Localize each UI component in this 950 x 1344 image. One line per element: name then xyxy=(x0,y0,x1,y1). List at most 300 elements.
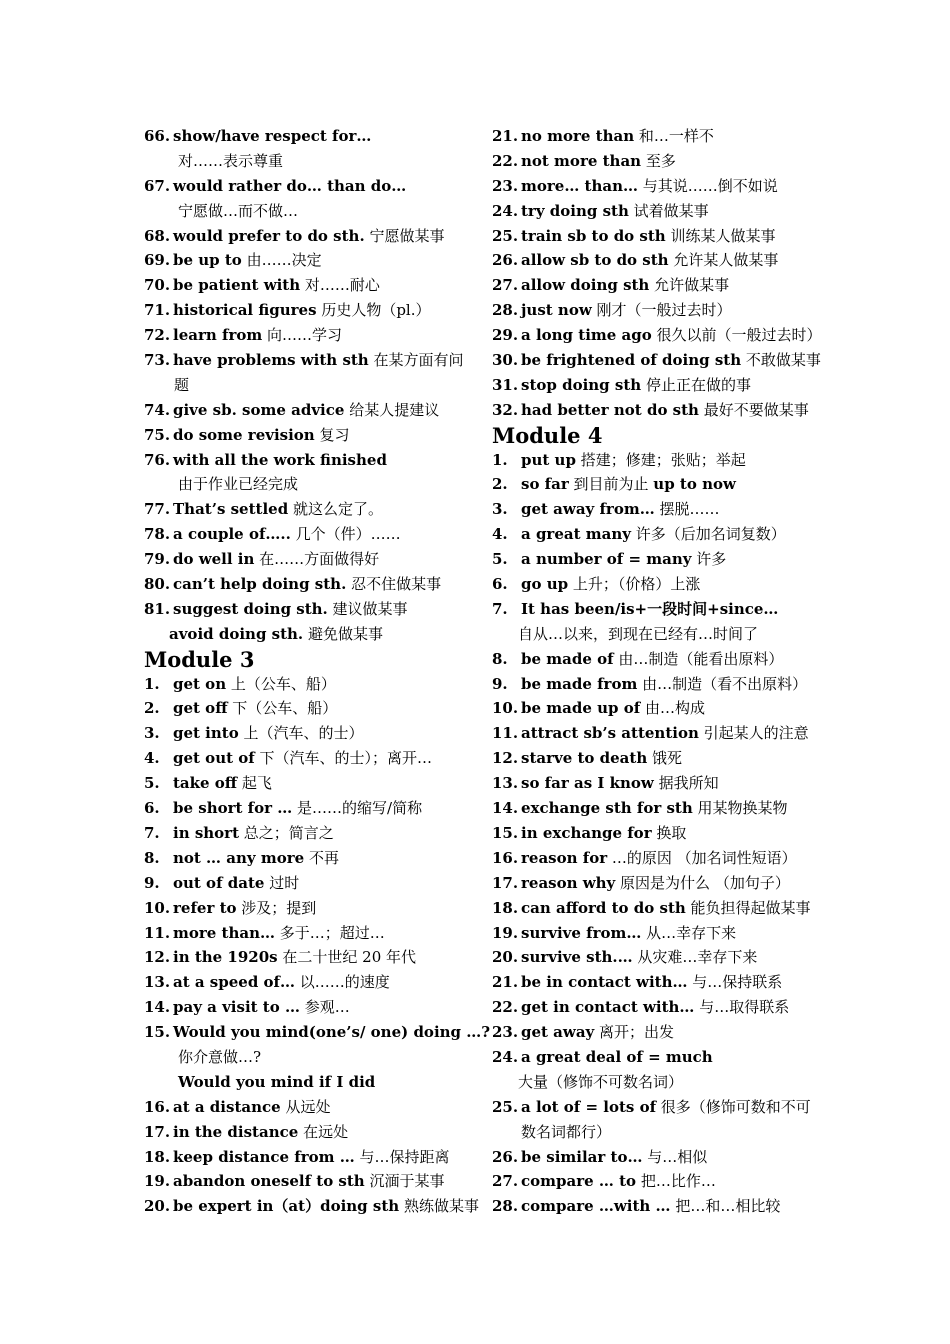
item-number: 10. xyxy=(492,699,519,718)
english-phrase: train sb to do sth xyxy=(521,226,666,245)
english-phrase: a great many xyxy=(521,525,631,544)
english-phrase: be made up of xyxy=(521,699,641,718)
phrase-item xyxy=(144,522,474,547)
phrase-item xyxy=(144,323,474,348)
item-number: 15. xyxy=(492,823,519,842)
item-number: 22. xyxy=(492,151,519,170)
item-number: 31. xyxy=(492,375,519,394)
continuation-line: 数名词都行） xyxy=(521,1122,612,1141)
english-phrase: try doing sth xyxy=(521,201,629,220)
item-number: 21. xyxy=(492,973,519,992)
chinese-meaning: 至多 xyxy=(641,151,676,170)
item-number: 5. xyxy=(492,550,508,569)
chinese-meaning: 几个（件）…… xyxy=(290,525,401,544)
chinese-meaning: 由…制造（看不出原料） xyxy=(637,674,808,693)
item-number: 14. xyxy=(144,998,171,1017)
item-number: 12. xyxy=(492,749,519,768)
chinese-meaning: 从…幸存下来 xyxy=(641,923,737,942)
phrase-item xyxy=(144,1020,491,1045)
item-number: 32. xyxy=(492,400,519,419)
chinese-meaning: 沉湎于某事 xyxy=(364,1172,445,1191)
chinese-meaning: 与…保持联系 xyxy=(687,973,783,992)
chinese-meaning: 建议做某事 xyxy=(327,599,408,618)
chinese-meaning: 复习 xyxy=(314,425,350,444)
phrase-item xyxy=(492,323,822,348)
chinese-meaning: 许多 xyxy=(691,550,727,569)
continuation-line: Would you mind if I did xyxy=(178,1072,376,1091)
english-phrase: not more than xyxy=(521,151,642,170)
phrase-item xyxy=(492,1045,822,1070)
english-phrase: can’t help doing sth. xyxy=(173,575,347,594)
english-phrase: be patient with xyxy=(173,276,301,295)
english-phrase: exchange sth for sth xyxy=(521,799,693,818)
continuation-line: 你介意做…? xyxy=(178,1047,262,1066)
phrase-item xyxy=(492,398,822,423)
phrase-item xyxy=(144,696,474,721)
item-number: 29. xyxy=(492,326,519,345)
chinese-meaning: 能负担得起做某事 xyxy=(685,898,811,917)
chinese-meaning: 换取 xyxy=(651,823,687,842)
item-number: 12. xyxy=(144,948,171,967)
item-number: 80. xyxy=(144,575,171,594)
chinese-meaning: 离开；出发 xyxy=(594,1023,675,1042)
chinese-meaning: 对……耐心 xyxy=(300,276,380,295)
chinese-meaning: 忍不住做某事 xyxy=(346,575,442,594)
phrase-item xyxy=(144,1194,479,1219)
phrase-item xyxy=(144,547,474,572)
item-number: 4. xyxy=(144,749,160,768)
continuation-line xyxy=(144,622,474,647)
phrase-item xyxy=(492,497,822,522)
item-number: 20. xyxy=(144,1197,171,1216)
item-number: 24. xyxy=(492,201,519,220)
item-number: 74. xyxy=(144,400,171,419)
english-phrase: so far as I know xyxy=(521,774,654,793)
phrase-item xyxy=(144,1169,474,1194)
chinese-meaning: 训练某人做某事 xyxy=(665,226,776,245)
chinese-meaning: 与…相似 xyxy=(642,1147,708,1166)
chinese-meaning: 许多（后加名词复数） xyxy=(630,525,786,544)
phrase-item xyxy=(492,1020,822,1045)
phrase-item xyxy=(144,597,474,622)
english-phrase: avoid doing sth. xyxy=(169,624,304,643)
english-phrase: It has been/is+一段时间+since… xyxy=(521,599,779,618)
english-phrase: survive from… xyxy=(521,923,642,942)
chinese-meaning: 到目前为止 xyxy=(568,475,654,494)
phrase-item xyxy=(144,871,474,896)
english-phrase: get out of xyxy=(173,749,255,768)
chinese-meaning: 起飞 xyxy=(237,774,272,793)
chinese-meaning: 停止正在做的事 xyxy=(641,375,751,394)
phrase-item xyxy=(492,1095,822,1120)
phrase-item xyxy=(144,945,474,970)
phrase-item xyxy=(144,746,474,771)
chinese-meaning: 在……方面做得好 xyxy=(254,550,380,569)
item-number: 27. xyxy=(492,1172,519,1191)
item-number: 1. xyxy=(144,674,160,693)
item-number: 25. xyxy=(492,226,519,245)
english-phrase: give sb. some advice xyxy=(173,400,345,419)
item-number: 3. xyxy=(144,724,160,743)
phrase-item xyxy=(144,721,474,746)
phrase-item xyxy=(144,821,474,846)
chinese-meaning: 很久以前（一般过去时） xyxy=(651,326,822,345)
item-number: 25. xyxy=(492,1097,519,1116)
chinese-meaning: 从远处 xyxy=(280,1097,331,1116)
chinese-meaning: 不敢做某事 xyxy=(741,351,821,370)
english-phrase: had better not do sth xyxy=(521,400,699,419)
chinese-meaning: 上（公车、船） xyxy=(226,674,336,693)
english-phrase: would rather do… than do… xyxy=(173,176,407,195)
english-phrase: up to now xyxy=(653,475,736,494)
english-phrase: attract sb’s attention xyxy=(521,724,699,743)
item-number: 27. xyxy=(492,276,519,295)
item-number: 81. xyxy=(144,599,171,618)
item-number: 22. xyxy=(492,998,519,1017)
english-phrase: learn from xyxy=(173,326,263,345)
item-number: 9. xyxy=(144,873,160,892)
item-number: 9. xyxy=(492,674,508,693)
english-phrase: at a distance xyxy=(173,1097,281,1116)
english-phrase: in the 1920s xyxy=(173,948,278,967)
item-number: 77. xyxy=(144,500,171,519)
english-phrase: allow sb to do sth xyxy=(521,251,669,270)
left-column xyxy=(144,124,491,1219)
english-phrase: a long time ago xyxy=(521,326,652,345)
phrase-item xyxy=(144,921,474,946)
phrase-item xyxy=(492,298,822,323)
item-number: 79. xyxy=(144,550,171,569)
chinese-meaning: …的原因 （加名词性短语） xyxy=(607,848,797,867)
chinese-meaning: 把…比作… xyxy=(636,1172,716,1191)
item-number: 1. xyxy=(492,450,508,469)
phrase-item xyxy=(144,423,474,448)
phrase-item xyxy=(492,945,822,970)
item-number: 72. xyxy=(144,326,171,345)
chinese-meaning: 涉及；提到 xyxy=(236,898,317,917)
phrase-item xyxy=(492,248,822,273)
item-number: 16. xyxy=(492,848,519,867)
english-phrase: compare …with … xyxy=(521,1197,671,1216)
english-phrase: so far xyxy=(521,475,569,494)
phrase-item xyxy=(144,846,474,871)
english-phrase: be in contact with… xyxy=(521,973,688,992)
english-phrase: a couple of….. xyxy=(173,525,291,544)
phrase-item xyxy=(492,721,822,746)
phrase-item xyxy=(492,472,822,497)
chinese-meaning: 上升；（价格）上涨 xyxy=(568,575,701,594)
chinese-meaning: 与…保持距离 xyxy=(354,1147,450,1166)
english-phrase: get in contact with… xyxy=(521,998,695,1017)
english-phrase: more than… xyxy=(173,923,276,942)
phrase-item xyxy=(144,796,474,821)
item-number: 30. xyxy=(492,351,519,370)
english-phrase: get away from… xyxy=(521,500,655,519)
chinese-meaning: 在某方面有问 xyxy=(368,351,464,370)
chinese-meaning: 是……的缩写/简称 xyxy=(292,799,423,818)
item-number: 71. xyxy=(144,301,171,320)
english-phrase: would prefer to do sth. xyxy=(173,226,365,245)
phrase-item xyxy=(492,746,822,771)
phrase-item xyxy=(492,373,822,398)
right-column xyxy=(492,124,822,1219)
item-number: 19. xyxy=(144,1172,171,1191)
phrase-item xyxy=(492,1194,822,1219)
chinese-meaning: 很多（修饰可数和不可 xyxy=(656,1097,811,1116)
item-number: 2. xyxy=(492,475,508,494)
chinese-meaning: 用某物换某物 xyxy=(692,799,788,818)
continuation-line: 宁愿做…而不做… xyxy=(178,201,299,220)
chinese-meaning: 向……学习 xyxy=(262,326,343,345)
english-phrase: allow doing sth xyxy=(521,276,650,295)
chinese-meaning: 最好不要做某事 xyxy=(698,400,809,419)
item-number: 7. xyxy=(144,823,160,842)
item-number: 10. xyxy=(144,898,171,917)
item-number: 69. xyxy=(144,251,171,270)
continuation-line: 自从…以来，到现在已经有…时间了 xyxy=(518,624,759,643)
item-number: 17. xyxy=(492,873,519,892)
item-number: 21. xyxy=(492,127,519,145)
item-number: 8. xyxy=(144,848,160,867)
item-number: 17. xyxy=(144,1122,171,1141)
item-number: 23. xyxy=(492,176,519,195)
english-phrase: That’s settled xyxy=(173,500,289,519)
english-phrase: more… than… xyxy=(521,176,639,195)
phrase-item xyxy=(492,1145,822,1170)
chinese-meaning: 给某人提建议 xyxy=(344,400,440,419)
english-phrase: in short xyxy=(173,823,240,842)
chinese-meaning: 以……的速度 xyxy=(295,973,390,992)
chinese-meaning: 就这么定了。 xyxy=(288,500,383,519)
english-phrase: compare … to xyxy=(521,1172,637,1191)
english-phrase: abandon oneself to sth xyxy=(173,1172,365,1191)
phrase-item xyxy=(144,896,474,921)
continuation-line: 题 xyxy=(174,375,190,394)
chinese-meaning: 由…构成 xyxy=(640,699,705,718)
phrase-item xyxy=(144,124,474,149)
phrase-item xyxy=(492,597,822,622)
item-number: 67. xyxy=(144,176,171,195)
phrase-item xyxy=(492,448,822,473)
phrase-item xyxy=(492,896,822,921)
phrase-item xyxy=(144,497,474,522)
item-number: 26. xyxy=(492,251,519,270)
item-number: 68. xyxy=(144,226,171,245)
phrase-item xyxy=(144,348,474,373)
item-number: 26. xyxy=(492,1147,519,1166)
phrase-item xyxy=(492,199,822,224)
item-number: 28. xyxy=(492,301,519,320)
english-phrase: show/have respect for… xyxy=(173,127,372,145)
english-phrase: go up xyxy=(521,575,569,594)
chinese-meaning: 避免做某事 xyxy=(303,624,383,643)
phrase-item xyxy=(492,174,822,199)
english-phrase: get off xyxy=(173,699,228,718)
chinese-meaning: 允许做某事 xyxy=(649,276,730,295)
item-number: 6. xyxy=(144,799,160,818)
english-phrase: suggest doing sth. xyxy=(173,599,328,618)
english-phrase: put up xyxy=(521,450,576,469)
english-phrase: be expert in（at）doing sth xyxy=(173,1197,400,1216)
english-phrase: get on xyxy=(173,674,227,693)
english-phrase: take off xyxy=(173,774,238,793)
chinese-meaning: 不再 xyxy=(304,848,339,867)
phrase-item xyxy=(492,771,822,796)
module-heading: Module 4 xyxy=(492,422,603,448)
item-number: 8. xyxy=(492,649,508,668)
english-phrase: have problems with sth xyxy=(173,351,369,370)
english-phrase: a number of = many xyxy=(521,550,692,569)
english-phrase: be short for … xyxy=(173,799,293,818)
phrase-item xyxy=(492,224,822,249)
chinese-meaning: 与其说……倒不如说 xyxy=(638,176,778,195)
item-number: 76. xyxy=(144,450,171,469)
item-number: 19. xyxy=(492,923,519,942)
phrase-item xyxy=(492,522,822,547)
chinese-meaning: 下（汽车、的士）；离开… xyxy=(254,749,432,768)
chinese-meaning: 饿死 xyxy=(647,749,682,768)
english-phrase: keep distance from … xyxy=(173,1147,355,1166)
phrase-item xyxy=(492,124,822,149)
english-phrase: refer to xyxy=(173,898,237,917)
english-phrase: Would you mind(one’s/ one) doing …? xyxy=(173,1023,491,1042)
phrase-item xyxy=(492,348,822,373)
item-number: 78. xyxy=(144,525,171,544)
item-number: 28. xyxy=(492,1197,519,1216)
english-phrase: reason for xyxy=(521,848,608,867)
phrase-item xyxy=(144,298,474,323)
item-number: 14. xyxy=(492,799,519,818)
chinese-meaning: 允许某人做某事 xyxy=(668,251,779,270)
english-phrase: out of date xyxy=(173,873,265,892)
chinese-meaning: 摆脱…… xyxy=(654,500,720,519)
phrase-item xyxy=(492,1169,822,1194)
english-phrase: do some revision xyxy=(173,425,315,444)
english-phrase: just now xyxy=(521,301,592,320)
chinese-meaning: 下（公车、船） xyxy=(227,699,338,718)
english-phrase: at a speed of… xyxy=(173,973,295,992)
chinese-meaning: 在二十世纪 20 年代 xyxy=(277,948,417,967)
item-number: 20. xyxy=(492,948,519,967)
phrase-item xyxy=(492,871,822,896)
item-number: 18. xyxy=(492,898,519,917)
chinese-meaning: 试着做某事 xyxy=(628,201,709,220)
item-number: 24. xyxy=(492,1047,519,1066)
chinese-meaning: 宁愿做某事 xyxy=(364,226,445,245)
english-phrase: be up to xyxy=(173,251,242,270)
chinese-meaning: 参观… xyxy=(299,998,350,1017)
english-phrase: survive sth.… xyxy=(521,948,633,967)
phrase-item xyxy=(492,846,822,871)
english-phrase: a lot of = lots of xyxy=(521,1097,657,1116)
chinese-meaning: 由……决定 xyxy=(241,251,322,270)
english-phrase: be frightened of doing sth xyxy=(521,351,742,370)
item-number: 3. xyxy=(492,500,508,519)
phrase-item xyxy=(492,821,822,846)
module-heading: Module 3 xyxy=(144,646,255,672)
continuation-line: 对……表示尊重 xyxy=(178,151,284,170)
phrase-item xyxy=(144,1095,474,1120)
item-number: 2. xyxy=(144,699,160,718)
item-number: 11. xyxy=(144,923,171,942)
phrase-item xyxy=(492,149,822,174)
chinese-meaning: 与…取得联系 xyxy=(694,998,790,1017)
phrase-item xyxy=(492,796,822,821)
english-phrase: be made of xyxy=(521,649,614,668)
item-number: 13. xyxy=(492,774,519,793)
continuation-line: 由于作业已经完成 xyxy=(178,475,299,494)
phrase-item xyxy=(492,921,822,946)
english-phrase: starve to death xyxy=(521,749,648,768)
chinese-meaning: 据我所知 xyxy=(653,774,719,793)
phrase-item xyxy=(492,572,822,597)
english-phrase: pay a visit to … xyxy=(173,998,300,1017)
item-number: 4. xyxy=(492,525,508,544)
english-phrase: get into xyxy=(173,724,239,743)
chinese-meaning: 和…一样不 xyxy=(634,127,714,145)
item-number: 73. xyxy=(144,351,171,370)
english-phrase: historical figures xyxy=(173,301,317,320)
chinese-meaning: 历史人物（pl.） xyxy=(316,301,431,320)
chinese-meaning: 原因是为什么 （加句子） xyxy=(615,873,790,892)
english-phrase: be similar to… xyxy=(521,1147,643,1166)
english-phrase: with all the work finished xyxy=(173,450,387,469)
phrase-item xyxy=(144,248,474,273)
continuation-line: 大量（修饰不可数名词） xyxy=(518,1072,684,1091)
phrase-item xyxy=(144,448,474,473)
phrase-item xyxy=(144,398,474,423)
phrase-item xyxy=(492,995,822,1020)
english-phrase: stop doing sth xyxy=(521,375,642,394)
phrase-item xyxy=(492,647,822,672)
phrase-item xyxy=(492,970,822,995)
chinese-meaning: 刚才（一般过去时） xyxy=(591,301,732,320)
item-number: 18. xyxy=(144,1147,171,1166)
phrase-item xyxy=(144,1120,474,1145)
phrase-item xyxy=(492,547,822,572)
chinese-meaning: 搭建；修建；张贴；举起 xyxy=(575,450,746,469)
english-phrase: can afford to do sth xyxy=(521,898,686,917)
phrase-item xyxy=(144,672,474,697)
chinese-meaning: 熟练做某事 xyxy=(399,1197,479,1216)
item-number: 7. xyxy=(492,599,508,618)
phrase-item xyxy=(144,224,474,249)
english-phrase: in exchange for xyxy=(521,823,652,842)
phrase-item xyxy=(144,572,474,597)
item-number: 66. xyxy=(144,127,171,145)
english-phrase: be made from xyxy=(521,674,638,693)
english-phrase: a great deal of = much xyxy=(521,1047,713,1066)
phrase-item xyxy=(144,970,474,995)
chinese-meaning: 过时 xyxy=(264,873,300,892)
item-number: 11. xyxy=(492,724,519,743)
item-number: 13. xyxy=(144,973,171,992)
english-phrase: not … any more xyxy=(173,848,305,867)
phrase-item xyxy=(144,1145,474,1170)
english-phrase: reason why xyxy=(521,873,616,892)
phrase-item xyxy=(144,771,474,796)
item-number: 75. xyxy=(144,425,171,444)
item-number: 5. xyxy=(144,774,160,793)
chinese-meaning: 从灾难…幸存下来 xyxy=(632,948,758,967)
item-number: 15. xyxy=(144,1023,171,1042)
item-number: 6. xyxy=(492,575,508,594)
chinese-meaning: 上（汽车、的士） xyxy=(238,724,364,743)
english-phrase: get away xyxy=(521,1023,595,1042)
chinese-meaning: 引起某人的注意 xyxy=(698,724,809,743)
phrase-item xyxy=(144,174,474,199)
phrase-item xyxy=(492,672,822,697)
